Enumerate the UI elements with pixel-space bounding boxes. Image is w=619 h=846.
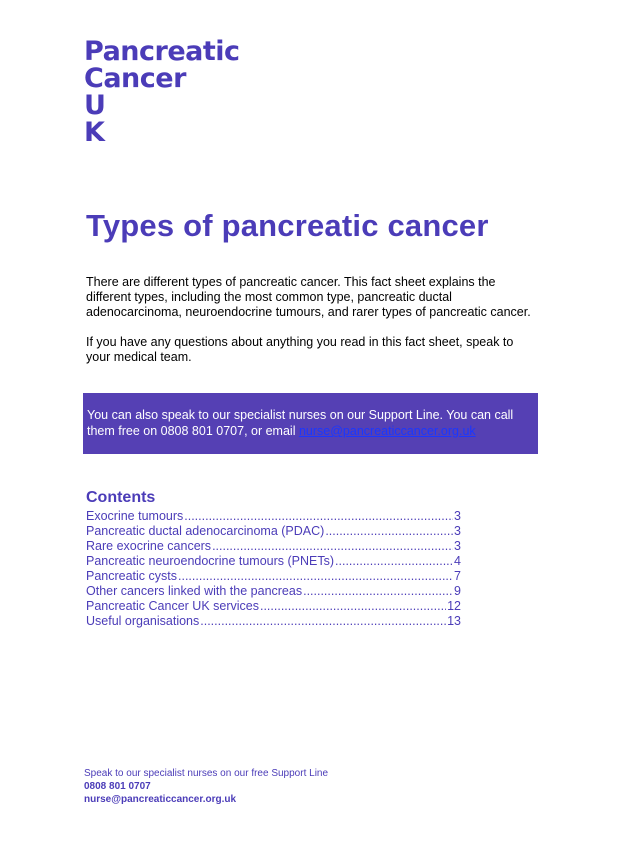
- logo-line-2: Cancer: [84, 63, 186, 94]
- logo: [84, 38, 240, 146]
- callout-text: You can also speak to our specialist nurses on our Support Line. You can call them free on 0808 801 0707, or email: [87, 408, 514, 438]
- footer: [84, 767, 328, 806]
- toc-item-page: 7: [454, 569, 461, 583]
- toc-item-label: Pancreatic cysts: [86, 569, 178, 583]
- contents-heading: Contents: [86, 489, 156, 506]
- toc-item-pnets[interactable]: [86, 554, 461, 569]
- toc-item-cysts[interactable]: [86, 569, 461, 584]
- intro-paragraph-1: There are different types of pancreatic cancer. This fact sheet explains the different types, including the most common type, pancreatic ductal adenocarcinoma, neuroendocrine tumours, and rarer types of pancreatic cancer.: [86, 275, 531, 319]
- toc-item-page: 3: [454, 509, 461, 523]
- logo-line-4: K: [84, 117, 105, 148]
- toc-item-label: Exocrine tumours: [86, 509, 184, 523]
- toc-item-useful-organisations[interactable]: [86, 614, 461, 629]
- toc-item-services[interactable]: [86, 599, 461, 614]
- toc-item-label: Pancreatic ductal adenocarcinoma (PDAC): [86, 524, 325, 538]
- toc-leader-dots: [335, 554, 453, 569]
- toc-item-page: 3: [454, 539, 461, 553]
- toc-item-page: 4: [454, 554, 461, 568]
- intro: [86, 275, 536, 380]
- toc-leader-dots: [184, 509, 453, 524]
- toc-item-other-cancers[interactable]: [86, 584, 461, 599]
- page-title: Types of pancreatic cancer: [86, 208, 489, 243]
- toc-item-page: 12: [447, 599, 461, 613]
- toc-leader-dots: [325, 524, 453, 539]
- footer-email: nurse@pancreaticcancer.org.uk: [84, 794, 237, 805]
- toc-item-label: Rare exocrine cancers: [86, 539, 212, 553]
- toc-leader-dots: [212, 539, 453, 554]
- table-of-contents: [86, 489, 461, 629]
- toc-item-page: 13: [447, 614, 461, 628]
- callout-email-link[interactable]: nurse@pancreaticcancer.org.uk: [298, 424, 476, 438]
- toc-item-page: 3: [454, 524, 461, 538]
- logo-line-3: U: [84, 90, 106, 121]
- toc-item-page: 9: [454, 584, 461, 598]
- footer-support-line: Speak to our specialist nurses on our free Support Line: [84, 768, 329, 779]
- logo-line-1: Pancreatic: [84, 36, 240, 67]
- toc-item-rare-exocrine[interactable]: [86, 539, 461, 554]
- toc-item-pdac[interactable]: [86, 524, 461, 539]
- toc-item-label: Useful organisations: [86, 614, 200, 628]
- toc-leader-dots: [200, 614, 446, 629]
- toc-leader-dots: [178, 569, 453, 584]
- support-callout: [83, 393, 538, 454]
- toc-item-exocrine-tumours[interactable]: [86, 509, 461, 524]
- toc-item-label: Pancreatic neuroendocrine tumours (PNETs): [86, 554, 335, 568]
- toc-leader-dots: [303, 584, 453, 599]
- footer-phone: 0808 801 0707: [84, 781, 151, 792]
- intro-paragraph-2: If you have any questions about anything you read in this fact sheet, speak to your medical team.: [86, 335, 514, 364]
- toc-item-label: Other cancers linked with the pancreas: [86, 584, 303, 598]
- toc-item-label: Pancreatic Cancer UK services: [86, 599, 259, 613]
- toc-leader-dots: [260, 599, 446, 614]
